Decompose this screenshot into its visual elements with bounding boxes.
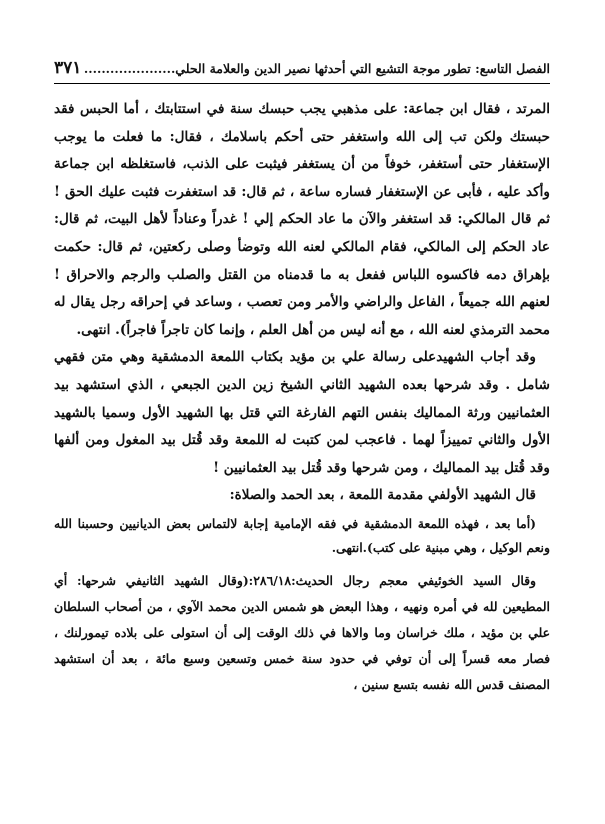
paragraph-1: المرتد ، فقال ابن جماعة: على مذهبي يجب حبسك سنة في استتابتك ، أما الحبس فقد حبستك ولكن تب إلى الله واستغفر حتى أحكم باسلامك ، فقال: ما فعلت ما يوجب الإستغفار حتى أستغفر، خوفاً من أن يستغفر فيثبت على الذنب، فاستغلظه ابن جماعة وأكد عليه ، فأبى عن الإستغفار فساره ساعة ، ثم قال: قد استغفرت فثبت عليك الحق ! ثم قال المالكي: قد استغفر والآن ما عاد الحكم إلي ! غدراً وعناداً لأهل البيت، ثم قال: عاد الحكم إلى المالكي، فقام المالكي لعنه الله وتوضأ وصلى ركعتين، ثم قال: حكمت بإهراق دمه فاكسوه اللباس ففعل به ما قدمناه من القتل والصلب والرجم والاحراق ! لعنهم الله جميعاً ، الفاعل والراضي والأمر ومن تعصب ، وساعد في إحراقه رجل يقال له محمد الترمذي لعنه الله ، مع أنه ليس من أهل العلم ، وإنما كان تاجراً فاجراً). انتهى. bbox=[54, 101, 550, 338]
running-header bbox=[54, 58, 550, 84]
chapter-title: الفصل التاسع: تطور موجة التشيع التي أحدثها نصير الدين والعلامة الحلي..................... bbox=[83, 61, 550, 76]
paragraph-2: وقد أجاب الشهيدعلى رسالة علي بن مؤيد بكتاب اللمعة الدمشقية وهي متن فقهي شامل . وقد شرحها بعده الشهيد الثاني الشيخ زين الدين الجبعي ، الذي استشهد بيد العثمانيين ورثة المماليك بنفس التهم الفارغة التي قتل بها الشهيد الأول وسميا بالشهيد الأول والثاني تمييزاً لهما . فاعجب لمن كتبت له اللمعة وقد قُتل بيد المغول ومن ألفها وقد قُتل بيد المماليك ، ومن شرحها وقد قُتل بيد العثمانيين ! bbox=[54, 349, 550, 476]
paragraph-4: وقال السيد الخوئيفي معجم رجال الحديث:٢٨٦/١٨:(وقال الشهيد الثانيفي شرحها: أي المطيعين لله في أمره ونهيه ، وهذا البعض هو شمس الدين محمد الآوي ، من أصحاب السلطان علي بن مؤيد ، ملك خراسان وما والاها في ذلك الوقت إلى أن استولى على بلاده تيمورلنك ، فصار معه قسراً إلى أن توفي في حدود سنة خمس وتسعين وسبع مائة ، بعد أن استشهد المصنف قدس الله نفسه بتسع سنين ، bbox=[54, 572, 550, 692]
page-number: ٣٧١ bbox=[54, 58, 82, 78]
document-page bbox=[54, 58, 550, 698]
paragraph-3: قال الشهيد الأولفي مقدمة اللمعة ، بعد الحمد والصلاة: bbox=[229, 487, 536, 504]
block-quote: (أما بعد ، فهذه اللمعة الدمشقية في فقه الإمامية إجابة لالتماس بعض الديانيين وحسبنا الله ونعم الوكيل ، وهي مبنية على كتب).انتهى. bbox=[54, 515, 550, 555]
